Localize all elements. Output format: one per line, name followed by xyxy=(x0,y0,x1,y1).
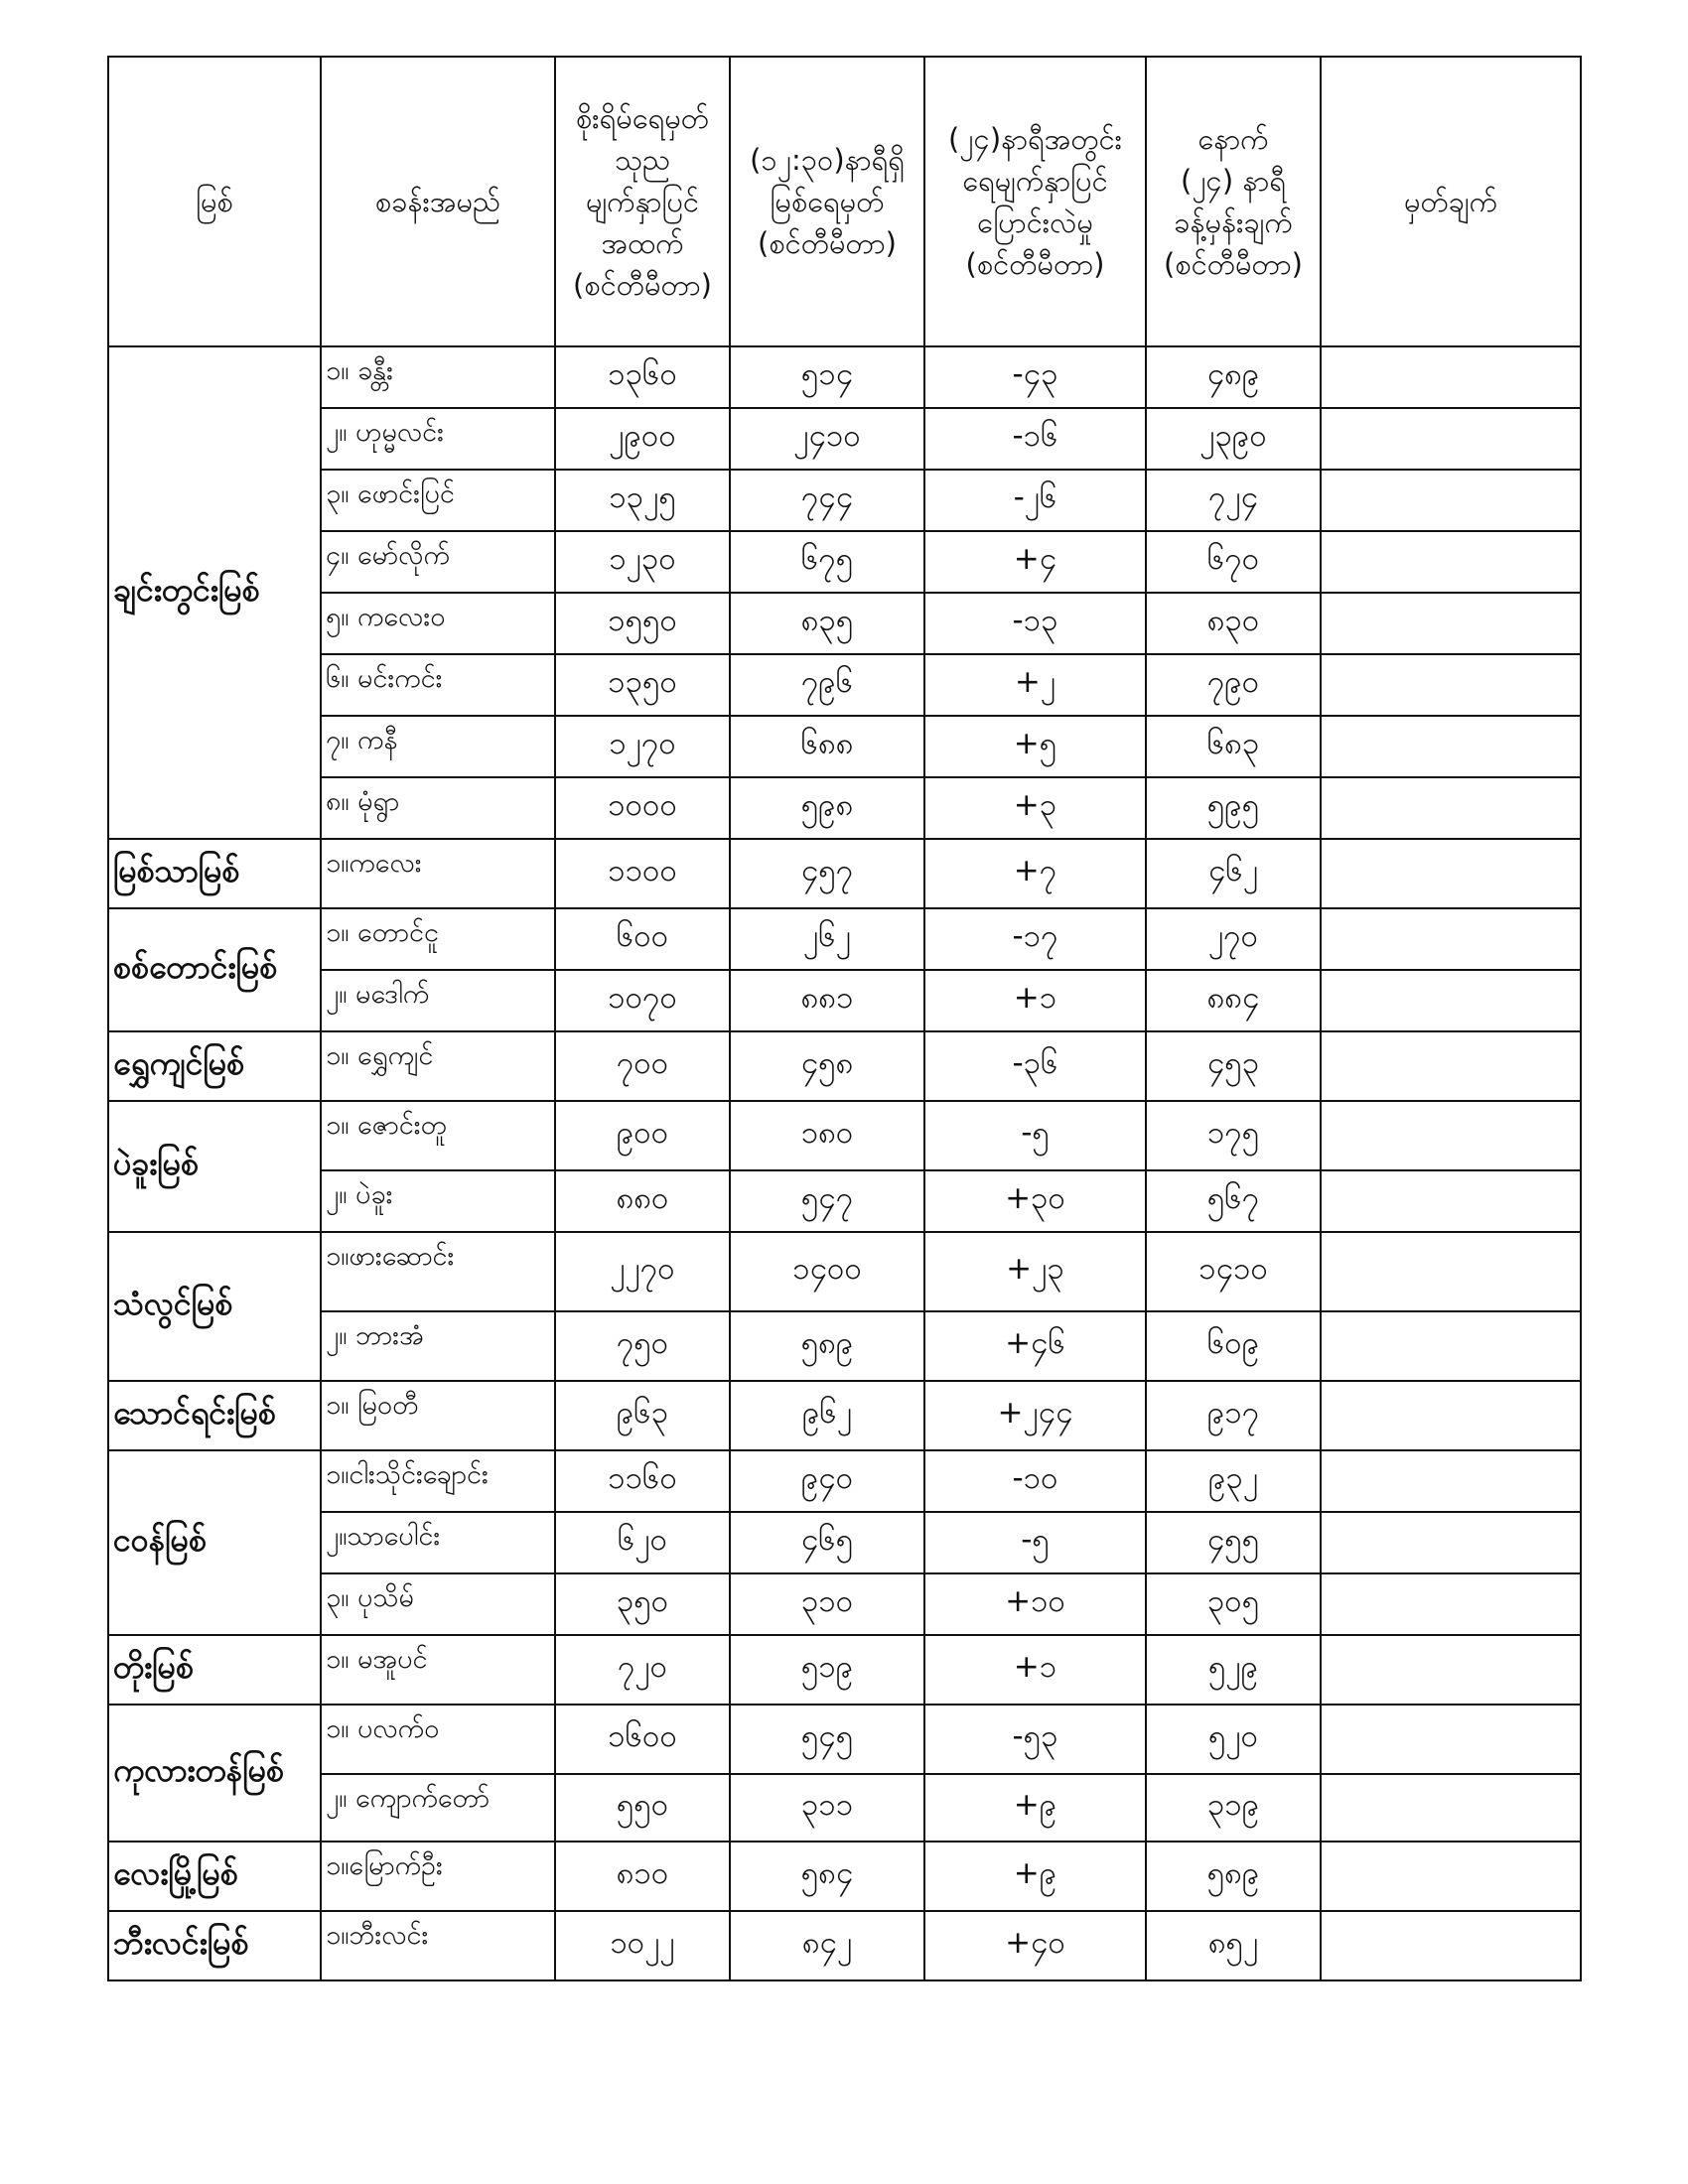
station-name-cell: ၁။ ပလက်ဝ xyxy=(321,1705,555,1774)
remarks-cell xyxy=(1321,1381,1581,1450)
forecast-cell: ၆၇၀ xyxy=(1146,531,1321,593)
table-row xyxy=(108,1573,1581,1635)
table-row xyxy=(108,593,1581,654)
danger-level-cell: ၁၂၃၀ xyxy=(555,531,730,593)
forecast-cell: ၈၅၂ xyxy=(1146,1911,1321,1980)
current-level-cell: ၅၄၇ xyxy=(730,1170,924,1232)
remarks-cell xyxy=(1321,1101,1581,1170)
change-cell: +၁ xyxy=(924,1635,1146,1705)
header-line: (စင်တီမီတာ) xyxy=(758,226,897,261)
remarks-cell xyxy=(1321,1232,1581,1311)
river-name-cell: လေးမြို့မြစ် xyxy=(108,1842,321,1911)
current-level-cell: ၅၁၉ xyxy=(730,1635,924,1705)
header-row xyxy=(108,57,1581,346)
remarks-cell xyxy=(1321,1911,1581,1980)
remarks-cell xyxy=(1321,908,1581,970)
station-name-cell: ၅။ ကလေးဝ xyxy=(321,593,555,654)
header-line: မျက်နှာပြင် xyxy=(586,184,699,218)
header-line: ပြောင်းလဲမှု xyxy=(977,205,1093,239)
river-name-cell: မြစ်သာမြစ် xyxy=(108,839,321,908)
change-cell: +၄၆ xyxy=(924,1311,1146,1381)
change-cell: +၃ xyxy=(924,777,1146,839)
change-cell: +၉ xyxy=(924,1774,1146,1842)
station-name-cell: ၁။ကလေး xyxy=(321,839,555,908)
station-name-cell: ၂။ ဟုမ္မလင်း xyxy=(321,408,555,470)
header-line: (၁၂:၃၀)နာရီရှိ xyxy=(750,142,905,177)
forecast-cell: ၂၇၀ xyxy=(1146,908,1321,970)
current-level-cell: ၄၅၈ xyxy=(730,1031,924,1101)
forecast-cell: ၃၀၅ xyxy=(1146,1573,1321,1635)
change-cell: -၁၃ xyxy=(924,593,1146,654)
station-name-cell: ၄။ မော်လိုက် xyxy=(321,531,555,593)
station-name-cell: ၁။ငါးသိုင်းချောင်း xyxy=(321,1450,555,1512)
danger-level-cell: ၁၀၂၂ xyxy=(555,1911,730,1980)
table-row xyxy=(108,839,1581,908)
remarks-cell xyxy=(1321,1031,1581,1101)
station-name-cell: ၇။ ကနီ xyxy=(321,716,555,777)
river-name-cell: စစ်တောင်းမြစ် xyxy=(108,908,321,1031)
forecast-cell: ၅၂၉ xyxy=(1146,1635,1321,1705)
header-line: မှတ်ချက် xyxy=(1403,184,1498,218)
station-name-cell: ၁။ ခန္တီး xyxy=(321,346,555,408)
remarks-cell xyxy=(1321,1450,1581,1512)
river-name-cell: ရွှေကျင်မြစ် xyxy=(108,1031,321,1101)
remarks-cell xyxy=(1321,839,1581,908)
table-body xyxy=(108,346,1581,1980)
station-name-cell: ၁။ ရွှေကျင် xyxy=(321,1031,555,1101)
danger-level-cell: ၁၁၆၀ xyxy=(555,1450,730,1512)
danger-level-cell: ၇၅၀ xyxy=(555,1311,730,1381)
current-level-cell: ၇၉၆ xyxy=(730,654,924,716)
station-name-cell: ၁။ တောင်ငူ xyxy=(321,908,555,970)
table-row xyxy=(108,346,1581,408)
station-name-cell: ၃။ ပုသိမ် xyxy=(321,1573,555,1635)
current-level-cell: ၅၄၅ xyxy=(730,1705,924,1774)
table-row xyxy=(108,1450,1581,1512)
station-name-cell: ၈။ မုံရွာ xyxy=(321,777,555,839)
header-forecast xyxy=(1146,57,1321,346)
remarks-cell xyxy=(1321,593,1581,654)
station-name-cell: ၂။ ကျောက်တော် xyxy=(321,1774,555,1842)
danger-level-cell: ၁၃၅၀ xyxy=(555,654,730,716)
remarks-cell xyxy=(1321,1635,1581,1705)
forecast-cell: ၄၆၂ xyxy=(1146,839,1321,908)
header-line: စခန်းအမည် xyxy=(374,184,501,218)
remarks-cell xyxy=(1321,970,1581,1031)
current-level-cell: ၅၁၄ xyxy=(730,346,924,408)
table-row xyxy=(108,970,1581,1031)
header-line: ခန့်မှန်းချက် xyxy=(1174,205,1293,239)
forecast-cell: ၇၂၄ xyxy=(1146,470,1321,531)
header-line: (စင်တီမီတာ) xyxy=(965,247,1105,282)
change-cell: +၇ xyxy=(924,839,1146,908)
danger-level-cell: ၁၃၆၀ xyxy=(555,346,730,408)
header-danger-level xyxy=(555,57,730,346)
remarks-cell xyxy=(1321,1311,1581,1381)
station-name-cell: ၂။ မဒေါက် xyxy=(321,970,555,1031)
remarks-cell xyxy=(1321,1842,1581,1911)
header-line: (၂၄) နာရီ xyxy=(1181,163,1286,198)
river-name-cell: သောင်ရင်းမြစ် xyxy=(108,1381,321,1450)
change-cell: -၂၆ xyxy=(924,470,1146,531)
current-level-cell: ၃၁၁ xyxy=(730,1774,924,1842)
forecast-cell: ၁၄၁၀ xyxy=(1146,1232,1321,1311)
table-row xyxy=(108,908,1581,970)
header-line: သုည xyxy=(614,142,671,177)
header-24h-change xyxy=(924,57,1146,346)
station-name-cell: ၁။ဖားဆောင်း xyxy=(321,1232,555,1311)
change-cell: +၃၀ xyxy=(924,1170,1146,1232)
remarks-cell xyxy=(1321,1705,1581,1774)
table-row xyxy=(108,1635,1581,1705)
remarks-cell xyxy=(1321,470,1581,531)
danger-level-cell: ၁၁၀၀ xyxy=(555,839,730,908)
table-header xyxy=(108,57,1581,346)
forecast-cell: ၅၆၇ xyxy=(1146,1170,1321,1232)
header-current-level xyxy=(730,57,924,346)
river-water-level-table xyxy=(107,56,1582,1981)
forecast-cell: ၆၈၃ xyxy=(1146,716,1321,777)
table-row xyxy=(108,531,1581,593)
danger-level-cell: ၂၂၇၀ xyxy=(555,1232,730,1311)
station-name-cell: ၂။သာပေါင်း xyxy=(321,1512,555,1573)
table-row xyxy=(108,1101,1581,1170)
danger-level-cell: ၃၅၀ xyxy=(555,1573,730,1635)
change-cell: +၅ xyxy=(924,716,1146,777)
station-name-cell: ၆။ မင်းကင်း xyxy=(321,654,555,716)
table-row xyxy=(108,654,1581,716)
current-level-cell: ၁၄၀၀ xyxy=(730,1232,924,1311)
danger-level-cell: ၆၂၀ xyxy=(555,1512,730,1573)
change-cell: +၂၃ xyxy=(924,1232,1146,1311)
danger-level-cell: ၁၅၅၀ xyxy=(555,593,730,654)
change-cell: -၅ xyxy=(924,1512,1146,1573)
danger-level-cell: ၁၀၀၀ xyxy=(555,777,730,839)
station-name-cell: ၂။ ပဲခူး xyxy=(321,1170,555,1232)
change-cell: -၁၆ xyxy=(924,408,1146,470)
forecast-cell: ၅၉၅ xyxy=(1146,777,1321,839)
remarks-cell xyxy=(1321,1512,1581,1573)
table-row xyxy=(108,777,1581,839)
table-row xyxy=(108,470,1581,531)
forecast-cell: ၁၇၅ xyxy=(1146,1101,1321,1170)
forecast-cell: ၉၃၂ xyxy=(1146,1450,1321,1512)
forecast-cell: ၂၃၉၀ xyxy=(1146,408,1321,470)
change-cell: -၃၆ xyxy=(924,1031,1146,1101)
forecast-cell: ၄၈၉ xyxy=(1146,346,1321,408)
current-level-cell: ၉၆၂ xyxy=(730,1381,924,1450)
forecast-cell: ၅၈၉ xyxy=(1146,1842,1321,1911)
table-row xyxy=(108,408,1581,470)
station-name-cell: ၂။ ဘားအံ xyxy=(321,1311,555,1381)
current-level-cell: ၃၁၀ xyxy=(730,1573,924,1635)
forecast-cell: ၈၃၀ xyxy=(1146,593,1321,654)
table-row xyxy=(108,1774,1581,1842)
header-remarks xyxy=(1321,57,1581,346)
remarks-cell xyxy=(1321,777,1581,839)
header-line: ရေမျက်နှာပြင် xyxy=(962,163,1108,198)
current-level-cell: ၆၈၈ xyxy=(730,716,924,777)
header-line: အထက် xyxy=(601,226,684,261)
remarks-cell xyxy=(1321,1170,1581,1232)
river-name-cell: ငဝန်မြစ် xyxy=(108,1450,321,1635)
header-station xyxy=(321,57,555,346)
table-row xyxy=(108,716,1581,777)
forecast-cell: ၈၈၄ xyxy=(1146,970,1321,1031)
danger-level-cell: ၁၂၇၀ xyxy=(555,716,730,777)
header-line: နောက် xyxy=(1197,121,1269,156)
station-name-cell: ၁။ ဇောင်းတူ xyxy=(321,1101,555,1170)
danger-level-cell: ၉၀၀ xyxy=(555,1101,730,1170)
station-name-cell: ၁။ မအူပင် xyxy=(321,1635,555,1705)
current-level-cell: ၄၅၇ xyxy=(730,839,924,908)
table-row xyxy=(108,1232,1581,1311)
current-level-cell: ၇၄၄ xyxy=(730,470,924,531)
remarks-cell xyxy=(1321,408,1581,470)
danger-level-cell: ၈၈၀ xyxy=(555,1170,730,1232)
table-row xyxy=(108,1170,1581,1232)
forecast-cell: ၅၂၀ xyxy=(1146,1705,1321,1774)
river-name-cell: ကုလားတန်မြစ် xyxy=(108,1705,321,1842)
change-cell: +၄ xyxy=(924,531,1146,593)
current-level-cell: ၂၆၂ xyxy=(730,908,924,970)
header-river xyxy=(108,57,321,346)
danger-level-cell: ၇၀၀ xyxy=(555,1031,730,1101)
header-line: မြစ်ရေမှတ် xyxy=(770,184,885,218)
current-level-cell: ၈၈၁ xyxy=(730,970,924,1031)
header-line: စိုးရိမ်ရေမှတ် xyxy=(575,100,710,135)
river-name-cell: ဘီးလင်းမြစ် xyxy=(108,1911,321,1980)
river-name-cell: တိုးမြစ် xyxy=(108,1635,321,1705)
forecast-cell: ၆၀၉ xyxy=(1146,1311,1321,1381)
remarks-cell xyxy=(1321,346,1581,408)
danger-level-cell: ၂၉၀၀ xyxy=(555,408,730,470)
change-cell: -၅၃ xyxy=(924,1705,1146,1774)
table-row xyxy=(108,1512,1581,1573)
change-cell: +၉ xyxy=(924,1842,1146,1911)
current-level-cell: ၂၄၁၀ xyxy=(730,408,924,470)
station-name-cell: ၁။ဘီးလင်း xyxy=(321,1911,555,1980)
current-level-cell: ၈၃၅ xyxy=(730,593,924,654)
change-cell: -၅ xyxy=(924,1101,1146,1170)
station-name-cell: ၁။မြောက်ဦး xyxy=(321,1842,555,1911)
remarks-cell xyxy=(1321,654,1581,716)
station-name-cell: ၃။ ဖောင်းပြင် xyxy=(321,470,555,531)
forecast-cell: ၉၁၇ xyxy=(1146,1381,1321,1450)
danger-level-cell: ၁၆၀၀ xyxy=(555,1705,730,1774)
header-line: (၂၄)နာရီအတွင်း xyxy=(947,121,1123,156)
danger-level-cell: ၇၂၀ xyxy=(555,1635,730,1705)
table-row xyxy=(108,1705,1581,1774)
remarks-cell xyxy=(1321,531,1581,593)
danger-level-cell: ၉၆၃ xyxy=(555,1381,730,1450)
current-level-cell: ၅၈၉ xyxy=(730,1311,924,1381)
change-cell: +၁၀ xyxy=(924,1573,1146,1635)
change-cell: -၁၀ xyxy=(924,1450,1146,1512)
change-cell: +၁ xyxy=(924,970,1146,1031)
change-cell: -၄၃ xyxy=(924,346,1146,408)
forecast-cell: ၇၉၀ xyxy=(1146,654,1321,716)
danger-level-cell: ၁၀၇၀ xyxy=(555,970,730,1031)
header-line: (စင်တီမီတာ) xyxy=(573,268,712,303)
remarks-cell xyxy=(1321,1573,1581,1635)
change-cell: +၂၄၄ xyxy=(924,1381,1146,1450)
station-name-cell: ၁။ မြဝတီ xyxy=(321,1381,555,1450)
current-level-cell: ၁၈၀ xyxy=(730,1101,924,1170)
change-cell: +၄၀ xyxy=(924,1911,1146,1980)
danger-level-cell: ၁၃၂၅ xyxy=(555,470,730,531)
forecast-cell: ၃၁၉ xyxy=(1146,1774,1321,1842)
table-row xyxy=(108,1311,1581,1381)
table-row xyxy=(108,1031,1581,1101)
river-name-cell: ချင်းတွင်းမြစ် xyxy=(108,346,321,839)
header-line: (စင်တီမီတာ) xyxy=(1164,247,1303,282)
forecast-cell: ၄၅၃ xyxy=(1146,1031,1321,1101)
remarks-cell xyxy=(1321,1774,1581,1842)
current-level-cell: ၅၉၈ xyxy=(730,777,924,839)
table-row xyxy=(108,1911,1581,1980)
remarks-cell xyxy=(1321,716,1581,777)
danger-level-cell: ၆၀၀ xyxy=(555,908,730,970)
current-level-cell: ၅၈၄ xyxy=(730,1842,924,1911)
change-cell: +၂ xyxy=(924,654,1146,716)
current-level-cell: ၆၇၅ xyxy=(730,531,924,593)
table-row xyxy=(108,1842,1581,1911)
danger-level-cell: ၅၅၀ xyxy=(555,1774,730,1842)
river-name-cell: ပဲခူးမြစ် xyxy=(108,1101,321,1232)
current-level-cell: ၄၆၅ xyxy=(730,1512,924,1573)
table-row xyxy=(108,1381,1581,1450)
forecast-cell: ၄၅၅ xyxy=(1146,1512,1321,1573)
current-level-cell: ၉၄၀ xyxy=(730,1450,924,1512)
river-name-cell: သံလွင်မြစ် xyxy=(108,1232,321,1381)
header-line: မြစ် xyxy=(196,184,233,218)
change-cell: -၁၇ xyxy=(924,908,1146,970)
danger-level-cell: ၈၁၀ xyxy=(555,1842,730,1911)
current-level-cell: ၈၄၂ xyxy=(730,1911,924,1980)
